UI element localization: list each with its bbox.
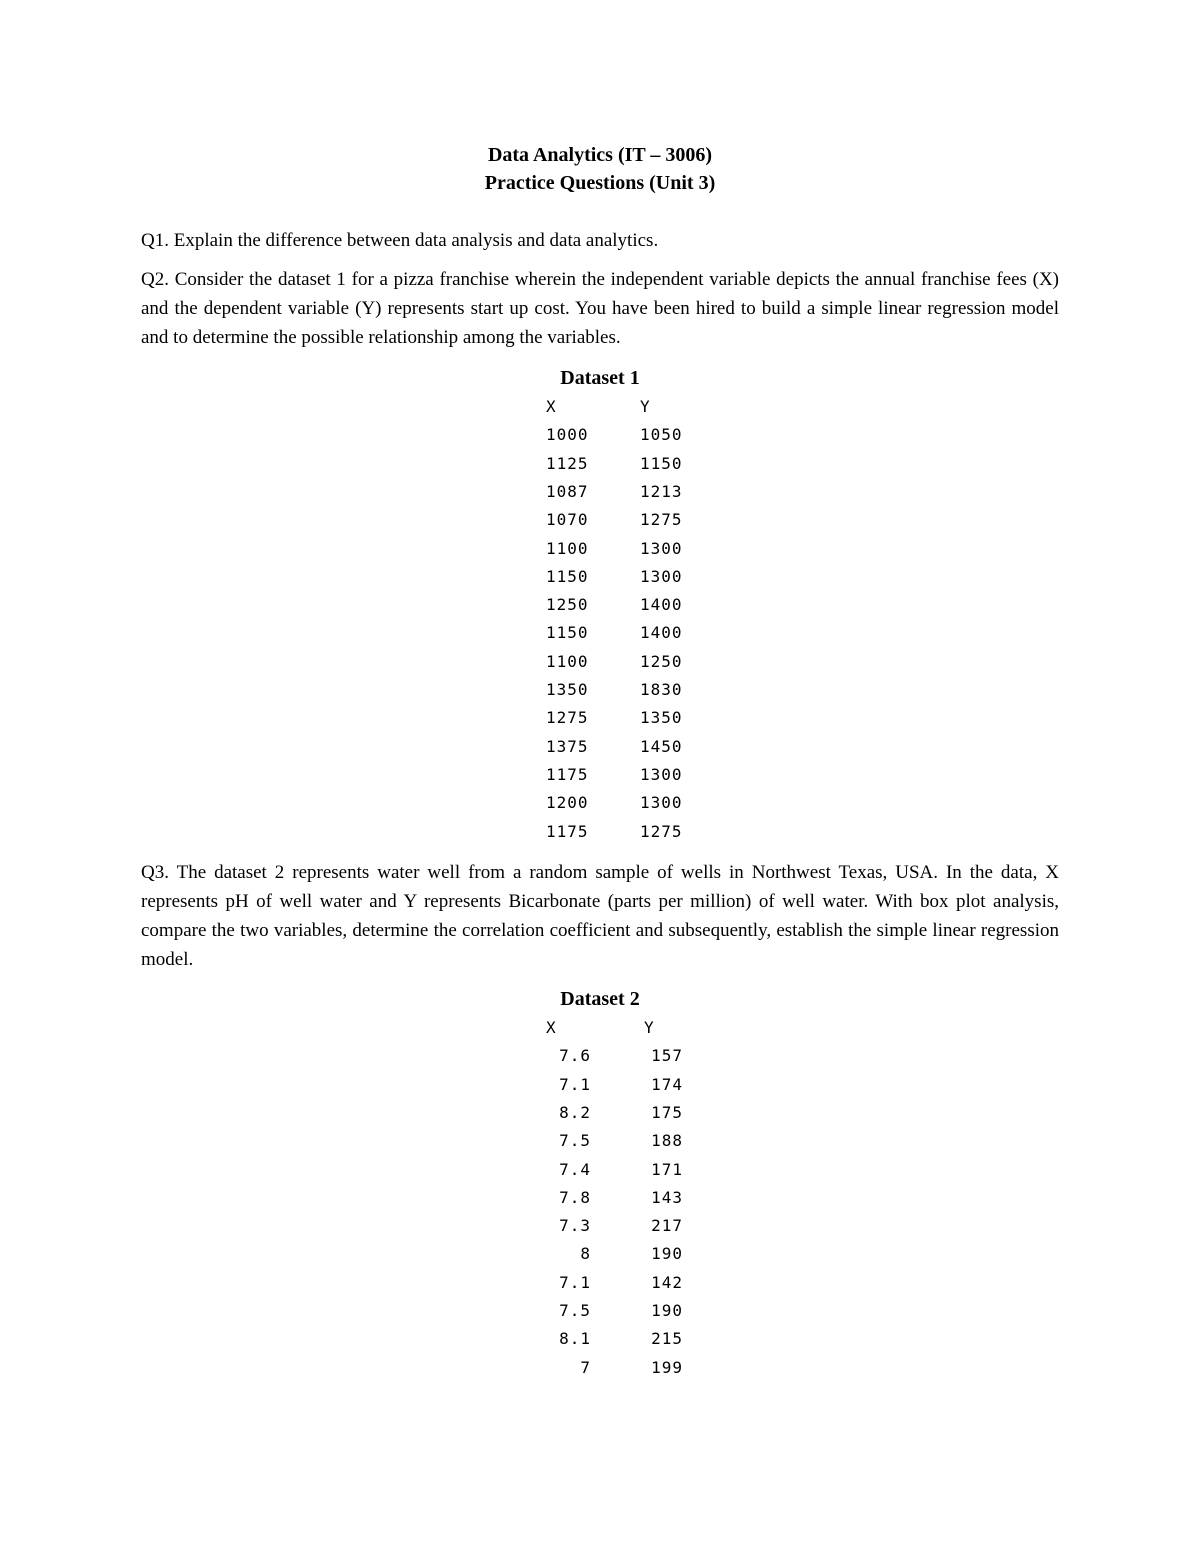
y-value: 199 (651, 1357, 683, 1377)
table-row (546, 1071, 746, 1099)
dataset-1-title: Dataset 1 (560, 367, 640, 389)
table-row (546, 535, 746, 563)
y-value: 1300 (640, 793, 683, 813)
y-value: 1450 (640, 736, 683, 756)
x-value: 1175 (546, 821, 589, 841)
table-row (546, 619, 746, 647)
table-row (546, 733, 746, 761)
question-2: Q2. Consider the dataset 1 for a pizza franchise wherein the independent variable depicts the annual franchise fees (X) and the dependent variable (Y) represents start up cost. You have been hired to build a simple linear regression model and to determine the possible relationship among the variables. (141, 269, 1059, 348)
table-row (546, 450, 746, 478)
dataset-1-header-row (546, 393, 746, 421)
table-row (546, 478, 746, 506)
x-value: 8 (580, 1244, 591, 1264)
table-row (546, 1212, 746, 1240)
x-value: 7.5 (559, 1131, 591, 1151)
x-value: 1200 (546, 793, 589, 813)
y-value: 215 (651, 1329, 683, 1349)
y-value: 188 (651, 1131, 683, 1151)
x-value: 7.1 (559, 1074, 591, 1094)
table-row (546, 676, 746, 704)
x-value: 1375 (546, 736, 589, 756)
table-row (546, 1099, 746, 1127)
y-value: 1300 (640, 538, 683, 558)
table-row (546, 1042, 746, 1070)
table-row (546, 789, 746, 817)
dataset-1-header-x: X (546, 397, 557, 416)
table-row (546, 648, 746, 676)
x-value: 1100 (546, 651, 589, 671)
x-value: 1350 (546, 680, 589, 699)
x-value: 1150 (546, 623, 589, 643)
x-value: 1125 (546, 453, 589, 473)
x-value: 7.6 (559, 1046, 591, 1066)
x-value: 8.1 (559, 1329, 591, 1349)
table-row (546, 506, 746, 534)
y-value: 1300 (640, 764, 683, 784)
course-title: Data Analytics (IT – 3006) (487, 144, 713, 166)
y-value: 142 (651, 1272, 683, 1292)
table-row (546, 1240, 746, 1268)
x-value: 1100 (546, 538, 589, 558)
x-value: 8.2 (559, 1102, 591, 1122)
y-value: 175 (651, 1102, 683, 1122)
table-row (546, 1127, 746, 1155)
y-value: 217 (651, 1216, 683, 1236)
dataset-2-header-y: Y (644, 1018, 655, 1037)
y-value: 1300 (640, 566, 683, 586)
table-row (546, 704, 746, 732)
y-value: 1275 (640, 510, 683, 530)
y-value: 174 (651, 1074, 683, 1094)
x-value: 7.5 (559, 1301, 591, 1320)
x-value: 1150 (546, 566, 589, 586)
y-value: 1830 (640, 680, 683, 699)
y-value: 157 (651, 1046, 683, 1066)
table-row (546, 563, 746, 591)
x-value: 7 (580, 1357, 591, 1377)
y-value: 1350 (640, 708, 683, 728)
x-value: 1087 (546, 481, 589, 501)
y-value: 1150 (640, 453, 683, 473)
x-value: 1175 (546, 764, 589, 784)
y-value: 143 (651, 1187, 683, 1207)
table-row (546, 1184, 746, 1212)
question-1: Q1. Explain the difference between data analysis and data analytics. (141, 230, 659, 251)
y-value: 190 (651, 1244, 683, 1264)
page-subtitle: Practice Questions (Unit 3) (484, 172, 716, 194)
dataset-2-header-row (546, 1014, 746, 1042)
table-row (546, 1325, 746, 1353)
x-value: 1000 (546, 425, 589, 445)
table-row (546, 1269, 746, 1297)
y-value: 1213 (640, 481, 683, 501)
dataset-1-header-y: Y (640, 397, 651, 416)
table-row (546, 1156, 746, 1184)
x-value: 1070 (546, 510, 589, 530)
dataset-2-header-x: X (546, 1018, 557, 1037)
x-value: 7.1 (559, 1272, 591, 1292)
x-value: 7.8 (559, 1187, 591, 1207)
y-value: 1400 (640, 595, 683, 615)
dataset-2-title: Dataset 2 (560, 988, 640, 1010)
y-value: 190 (651, 1301, 683, 1320)
table-row (546, 818, 746, 846)
x-value: 7.4 (559, 1159, 591, 1179)
x-value: 1275 (546, 708, 589, 728)
x-value: 7.3 (559, 1216, 591, 1236)
table-row (546, 761, 746, 789)
table-row (546, 421, 746, 449)
x-value: 1250 (546, 595, 589, 615)
question-3: Q3. The dataset 2 represents water well from a random sample of wells in Northwest Texas, USA. In the data, X represents pH of well water and Y represents Bicarbonate (parts per million) of well water. With box plot analysis, compare the two variables, determine the correlation coefficient and subsequently, establish the simple linear regression model. (141, 862, 1059, 970)
y-value: 1275 (640, 821, 683, 841)
table-row (546, 1354, 746, 1382)
y-value: 1250 (640, 651, 683, 671)
table-row (546, 1297, 746, 1325)
y-value: 1400 (640, 623, 683, 643)
y-value: 171 (651, 1159, 683, 1179)
table-row (546, 591, 746, 619)
y-value: 1050 (640, 425, 683, 445)
